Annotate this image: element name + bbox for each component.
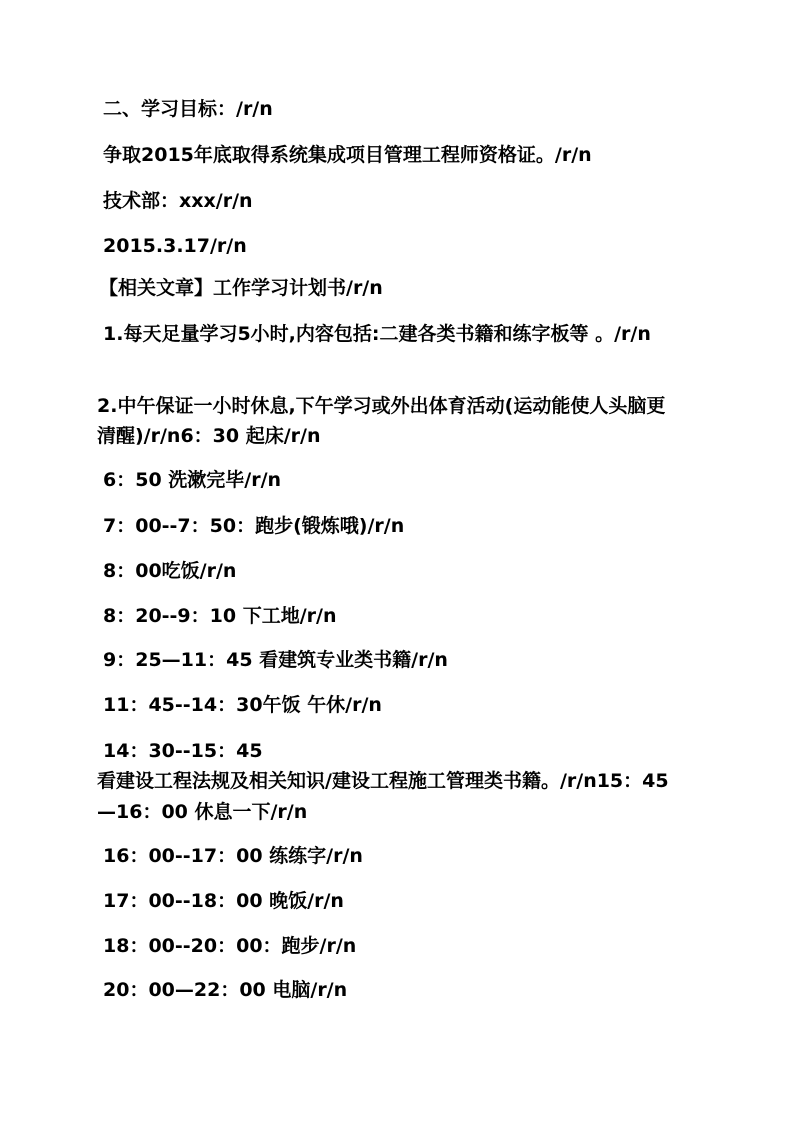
goal-line: 争取2015年底取得系统集成项目管理工程师资格证。/r/n xyxy=(103,144,592,166)
plan-item-2-part-2: 清醒)/r/n6：30 起床/r/n xyxy=(97,425,321,447)
schedule-item: 6：50 洗漱完毕/r/n xyxy=(103,469,282,491)
plan-item-1: 1.每天足量学习5小时,内容包括:二建各类书籍和练字板等 。/r/n xyxy=(103,323,651,345)
schedule-item: 14：30--15：45 xyxy=(103,740,263,762)
schedule-item: 11：45--14：30午饭 午休/r/n xyxy=(103,694,382,716)
schedule-item: 20：00—22：00 电脑/r/n xyxy=(103,979,348,1001)
schedule-item: 7：00--7：50：跑步(锻炼哦)/r/n xyxy=(103,515,405,537)
schedule-item-continued: 看建设工程法规及相关知识/建设工程施工管理类书籍。/r/n15：45 xyxy=(97,770,669,792)
schedule-item: 18：00--20：00：跑步/r/n xyxy=(103,935,357,957)
schedule-item: 8：00吃饭/r/n xyxy=(103,560,237,582)
schedule-item: 16：00--17：00 练练字/r/n xyxy=(103,845,363,867)
department-line: 技术部：xxx/r/n xyxy=(103,190,253,212)
date-line: 2015.3.17/r/n xyxy=(103,235,247,257)
plan-item-2-part-1: 2.中午保证一小时休息,下午学习或外出体育活动(运动能使人头脑更 xyxy=(97,395,666,417)
schedule-item: 9：25—11：45 看建筑专业类书籍/r/n xyxy=(103,649,448,671)
schedule-item-continued: —16：00 休息一下/r/n xyxy=(97,801,308,823)
schedule-item: 17：00--18：00 晚饭/r/n xyxy=(103,890,344,912)
section-heading: 二、学习目标：/r/n xyxy=(103,98,273,120)
related-article-line: 【相关文章】工作学习计划书/r/n xyxy=(99,277,383,299)
schedule-item: 8：20--9：10 下工地/r/n xyxy=(103,605,337,627)
